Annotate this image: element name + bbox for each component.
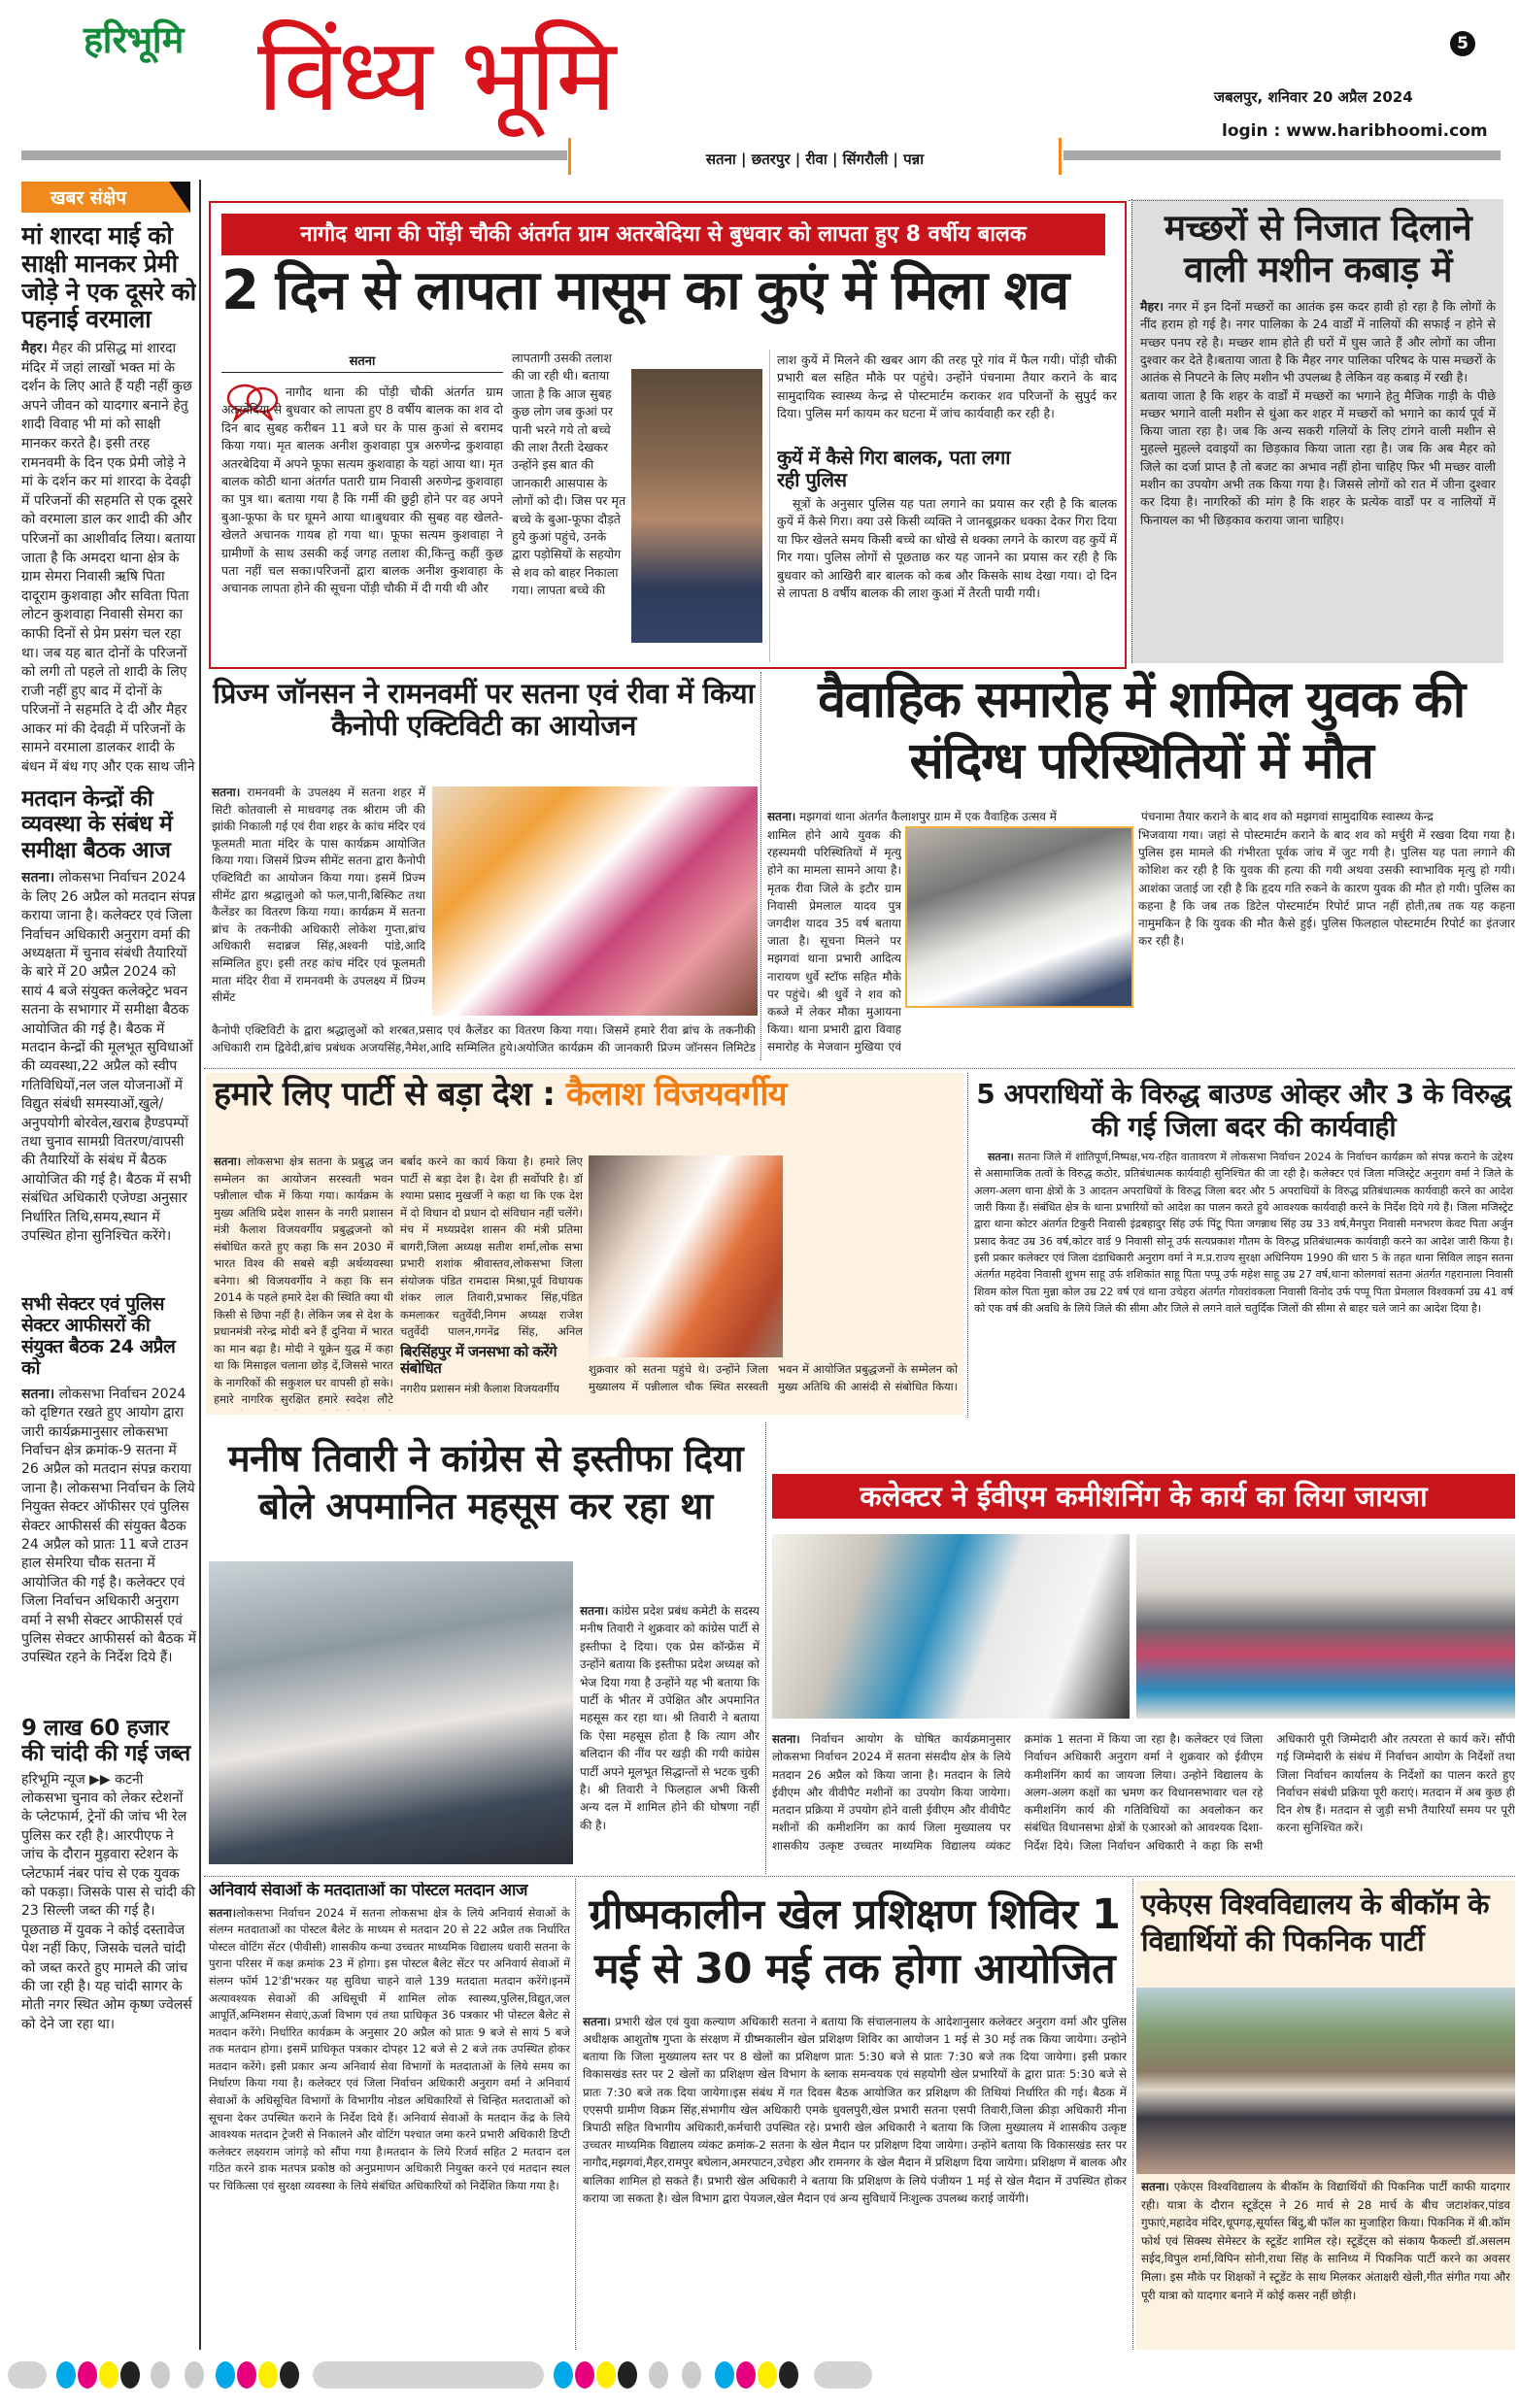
sidebar (21, 182, 196, 2350)
kailash-headline (214, 1076, 962, 1114)
mosquito-story (1138, 208, 1498, 658)
lead-headline: 2 दिन से लापता मासूम का कुएं में मिला शव (221, 259, 1068, 322)
column-rule (760, 672, 761, 1060)
paper-title: विंध्य भूमि (257, 16, 615, 134)
mosquito-text-2: बताया जाता है कि शहर के वार्डों में मच्छरों का भगाने हेतु मैजिक गाड़ी के पीछे मच्छर भगाने वाली मशीन से धुंआ कर शहर में मच्छरों को भगाने का कार्य पूर्व में किया जाता रहा है। जब कि अन्य सकरी गलियों के लिए टांगने वाली मशीन से मुहल्ले मुहल्ले दवाइयों का छिड़काव किया जाता रहा है। जब कि अब मैहर को जिले का दर्जा प्राप्त है तो बजट का अभाव नहीं होना चाहिए फिर भी मच्छर वाली मशीन का उपयोग अभी तक किया गया है। जिससे लोगों को रात में जीना दुश्वार कर दिया है। नागरिकों की मांग है कि शहर के प्रत्येक वार्डों पर व नालियों में फिनायल का भी छिड़काव कराया जाना चाहिए। (1140, 387, 1496, 527)
mosquito-headline: मच्छरों से निजात दिलाने वाली मशीन कबाड़ में (1164, 208, 1472, 290)
column-rule (1132, 1879, 1133, 2350)
press-conference-photo (209, 1561, 573, 1864)
prism-headline: प्रिज्म जॉनसन ने रामनवमीं पर सतना एवं रीवा में किया कैनोपी एक्टिविटी का आयोजन (213, 677, 755, 743)
boundover-body (974, 1149, 1513, 1412)
evm-body (772, 1730, 1515, 1871)
manish-text: कांग्रेस प्रदेश प्रबंध कमेटी के सदस्य मनीष तिवारी ने शुक्रवार को कांग्रेस पार्टी से इस्तीफा दे दिया। एक प्रेस कॉन्फ्रेंस में उन्होंने बताया कि इस्तीफा प्रदेश अध्यक्ष को भेज दिया गया है उन्होंने यह भी बताया कि पार्टी के भीतर में उपेक्षित और अपमानित महसूस कर रहा था। श्री तिवारी ने बताया कि ऐसा महसूस होता है कि त्याग और बलिदान की नींव पर खड़ी की गयी कांग्रेस पार्टी अपने मूलभूत सिद्धान्तों से भटक चुकी है। श्री तिवारी ने फिलहाल अभी किसी अन्य दल में शामिल होने की घोषणा नहीं की है। (580, 1604, 760, 1832)
column-rule (967, 1073, 968, 1418)
header-rule-left (21, 150, 567, 160)
postal-text: लोकसभा निर्वाचन 2024 में सतना लोकसभा क्षेत्र के लिये अनिवार्य सेवाओं के संलग्न मतदाताओं का पोस्टल बैलेट के माध्यम से मतदान 20 से 22 अप्रैल तक निर्धारित पोस्टल वोटिंग सेंटर (पीवीसी) शासकीय कन्या उच्चतर माध्यमिक विद्यालय धवारी सतना के पुराना परिसर में कक्ष क्रमांक 23 में होगा। इस पोस्टल बैलेट सेंटर पर अनिवार्य सेवाओं में संलग्न फॉर्म 12'डी'भरकर यह सुविधा चाहने वाले 139 मतदाता मतदान करेंगे।इनमें अत्यावश्यक सेवाओं की अधिसूची में शामिल लोक स्वास्थ्य,पुलिस,विद्युत,जल आपूर्ति,अग्निशमन सेवाएं,ऊर्जा विभाग एवं तथा प्राधिकृत 36 पत्रकार भी पोस्टल बैलेट से मतदान करेंगे। निर्धारित कार्यक्रम के अनुसार 20 अप्रैल को प्रातः 9 बजे से सायं 5 बजे तक मतदान होगा। इसमें प्राधिकृत पत्रकार दोपहर 12 बजे से 2 बजे तक उपस्थित होकर मतदान करेंगे। इसी प्रकार अन्य अनिवार्य सेवा विभागों के मतदाताओं के लिये समय का निर्धारण किया गया है। कलेक्टर एवं जिला निर्वाचन अधिकारी अनुराग वर्मा ने अनिवार्य सेवाओं के अधिसूचित विभागों के विभागीय नोडल अधिकारियों से चिन्हित मतदाताओं को सूचना देकर उपस्थित कराने के निर्देश दिये हैं। अनिवार्य सेवाओं के मतदान केंद्र के लिये आवश्यक मतदान ट्रेजरी से निकालने और वोटिंग पश्चात जमा करने प्रभारी अधिकारी डिप्टी कलेक्टर लक्ष्यराम जांगड़े को सौंपा गया है।मतदान के लिये रिजर्व सहित 2 मतदान दल गठित करने डाक मतपत्र प्रकोष्ठ को अनुप्रमाणन अधिकारी नियुक्त करने एवं मतदान स्थल पर चिकित्सा एवं सुरक्षा व्यवस्था के लिये संबंधित अधिकारियों को निर्देशित किया गया है। (209, 1905, 570, 2193)
cyan-mark (554, 2361, 573, 2389)
yellow-mark (99, 2361, 118, 2389)
lead-kicker-strap: नागौद थाना की पोंड़ी चौकी अंतर्गत ग्राम अतरबेदिया से बुधवार को लापता हुए 8 वर्षीय बालक (221, 214, 1105, 255)
lead-body-col2: लापतागी उसकी तलाश की जा रही थी। बताया जाता है कि आज सुबह कुछ लोग जब कुआं पर पानी भरने गये तो बच्चे की लाश तैरती देखकर उन्होंने इस बात की जानकारी आसपास के लोगों को दी। जिस पर मृत बच्चे के बुआ-फूफा दौड़ते हुये कुआं पहुंचे, उनके द्वारा पड़ोसियों के सहयोग से शव को बाहर निकाला गया। लापता बच्चे की (512, 351, 626, 598)
black-mark (120, 2361, 140, 2389)
evm-headline-strap: कलेक्टर ने ईवीएम कमीशनिंग के कार्य का लिया जायजा (772, 1474, 1515, 1519)
kailash-subhead: बिरसिंहपुर में जनसभा को करेंगे संबोधित (400, 1343, 557, 1378)
lead-col3 (777, 351, 1117, 662)
postal-body (209, 1905, 570, 2348)
brief-body-3 (21, 1386, 196, 1706)
lead-dateline: सतना (221, 351, 503, 373)
brief-dateline-4: हरिभूमि न्यूज ▶▶ कटनी (21, 1771, 144, 1788)
yellow-mark (758, 2361, 777, 2389)
dateline: सतना। (21, 870, 55, 886)
dateline: मैहर। (1140, 299, 1164, 315)
boundover-story (974, 1078, 1513, 1412)
postal-story (209, 1882, 570, 2348)
kailash-col2 (400, 1154, 583, 1412)
registration-bar (313, 2361, 544, 2389)
lead-body-col1: नागौद थाना की पोंड़ी चौकी अंतर्गत ग्राम अतरबेदिया से बुधवार को लापता हुए 8 वर्षीय बालक का शव दो दिन बाद सुबह करीबन 11 बजे घर के पास कुआं से बरामद किया गया। मृत बालक अनीश कुशवाहा पुत्र अरुणेन्द्र कुशवाहा अतरबेदिया में अपने फूफा सत्यम कुशवाहा के यहां आया था। मृत बालक कोठी थाना अंतर्गत पतारी ग्राम निवासी अरुणेन्द्र कुशवाहा का पुत्र था। बताया गया है कि गर्मी की छुट्टी होने पर वह अपने बुआ-फूफा के घर घूमने आया था।बुधवार की सुबह वह खेलते-खेलते अचानक गायब हो गया था। फूफा सत्यम कुशवाहा ने ग्रामीणों के साथ उसकी कई जगह तलाश की,किन्तु कहीं कुछ पता नहीं चल सका।परिजनों द्वारा बालक अनीश कुशवाहा के अचानक लापता होने की सूचना पोंड़ी चौकी में दी गयी थी और (221, 385, 503, 596)
column-rule (765, 1422, 766, 1874)
gray-mark (649, 2361, 668, 2389)
brief-body-2 (21, 869, 196, 1285)
black-mark (280, 2361, 299, 2389)
boundover-headline: 5 अपराधियों के विरुद्ध बाउण्ड ओव्हर और 3 के विरुद्ध की गई जिला बदर की कार्यवाही (976, 1078, 1511, 1143)
brief-text: मैहर की प्रसिद्ध मां शारदा मंदिर में जहां लाखों भक्त मां के दर्शन के लिए आते हैं यही नहीं कुछ अपने जीवन को यादगार बनाने हेतु शादी विवाह भी मां को साक्षी मानकर करते है। इसी तरह रामनवमी के दिन एक प्रेमी जोड़े ने मां के दर्शन कर मां शारदा के देवढ़ी में परिजनों की सहमति से एक दूसरे को वरमाला डाल कर शादी की और परिजनों का आशीर्वाद लिया। बताया जाता है कि अमदरा थाना क्षेत्र के ग्राम सेमरा निवासी ऋषि पिता दादूराम कुशवाहा और सविता पिता लोटन कुशवाहा निवासी सेमरा का काफी दिनों से प्रेम प्रसंग चल रहा था। जब यह बात दोनों के परिजनों को लगी तो पहले तो शादी के लिए राजी नहीं हुए बाद में दोनों के परिजनों ने सहमति दे दी और मैहर आकर मां की देवढ़ी में परिजनों के सामने वरमाला डालकर शादी के बंधन में बंध गए और एक साथ जीने (21, 341, 196, 776)
evm-text: निर्वाचन आयोग के घोषित कार्यक्रमानुसार लोकसभा निर्वाचन 2024 में सतना संसदीय क्षेत्र के लिये मतदान 26 अप्रैल को किया जाना है। मतदान के लिये ईवीएम और वीवीपैट मशीनों का उपयोग किया जायेगा। मतदान प्रक्रिया में उपयोग होने वाली ईवीएम और वीवीपैट मशीनों की कमीशनिंग का कार्य जिला मुख्यालय पर शासकीय उत्कृष्ट उच्चतर माध्यमिक विद्यालय व्यंकट क्रमांक 1 सतना में किया जा रहा है। कलेक्टर एवं जिला निर्वाचन अधिकारी अनुराग वर्मा ने शुक्रवार को ईवीएम कमीशनिंग कार्य का जायजा लिया। उन्होने विद्यालय के अलग-अलग कक्षों का भ्रमण कर विधानसभावार चल रहे कमीशनिंग कार्य की गतिविधियों का अवलोकन कर संबंधित विधानसभा क्षेत्रों के एआरओ को आवश्यक दिशा-निर्देश दिये। जिला निर्वाचन अधिकारी ने कहा कि सभी अधिकारी पूरी जिम्मेदारी और तत्परता से कार्य करें। सौंपी गई जिम्मेदारी के संबंध में निर्वाचन आयोग के निर्देशों तथा जिला निर्वाचन कार्यालय के निर्देशों का पालन करते हुए निर्वाचन संबंधी प्रक्रिया पूरी कराएं। मतदान में अब कुछ ही दिन शेष हैं। मतदान से जुड़ी सभी तैयारियाँ समय पर पूरी करना सुनिश्चित करें। (772, 1732, 1515, 1853)
header-rule-right (1063, 150, 1501, 160)
dateline: सतना। (772, 1732, 800, 1746)
page-number-badge: 5 (1450, 31, 1475, 56)
aks-body (1141, 2178, 1510, 2348)
section-rule (204, 1876, 1515, 1877)
section-tag-khabar-sankshep (21, 182, 190, 213)
sidebar-divider (199, 180, 201, 2350)
kailash-headline-name: कैलाश विजयवर्गीय (565, 1075, 788, 1114)
brief-headline-1: मां शारदा माई को साक्षी मानकर प्रेमी जोड़े ने एक दूसरे को पहनाई वरमाला (21, 221, 196, 334)
deceased-youth-photo (905, 826, 1133, 1008)
black-mark (618, 2361, 637, 2389)
dateline: सतना। (212, 786, 241, 799)
manish-headline: मनीष तिवारी ने कांग्रेस से इस्तीफा दिया बोले अपमानित महसूस कर रहा था (227, 1437, 744, 1528)
dateline: सतना। (767, 810, 796, 823)
wedding-body-top (767, 808, 1136, 826)
wedding-body-top2: पंचनामा तैयार कराने के बाद शव को मझगवां सामुदायिक स्वास्थ्य केन्द्र (1141, 810, 1434, 823)
sports-text: प्रभारी खेल एवं युवा कल्याण अधिकारी सतना ने बताया कि संचालनालय के आदेशानुसार कलेक्टर अनुराग वर्मा और पुलिस अधीक्षक आशुतोष गुप्ता के संरक्षण में ग्रीष्मकालीन खेल प्रशिक्षण शिविर का आयोजन 1 मई से 30 मई तक किया जायेगा। उन्होने बताया कि जिला मुख्यालय स्तर पर 8 खेलों का प्रशिक्षण प्रातः 5:30 बजे से प्रातः 7:30 बजे तक दिया जायेगा। इसी प्रकार विकासखंड स्तर पर 2 खेलों का प्रशिक्षण खेल विभाग के ब्लाक समन्वयक एवं सहयोगी खेल प्रभारियों के द्वारा प्रातः 5:30 बजे से प्रातः 7:30 बजे तक दिया जायेगा।इस संबंध में गत दिवस बैठक आयोजित कर प्रशिक्षण की तिथियां निर्धारित की गई। बैठक में एएसपी ग्रामीण विक्रम सिंह,संभागीय खेल अधिकारी एमके धुवलपुरी,खेल प्रभारी सतना एसपी तिवारी,जिला क्रीड़ा अधिकारी मीना त्रिपाठी सहित विभागीय अधिकारी,कर्मचारी उपस्थित रहे। प्रभारी खेल अधिकारी ने बताया कि जिला मुख्यालय में शासकीय उत्कृष्ट उच्चतर माध्यमिक विद्यालय व्यंकट क्रमांक-2 सतना के खेल मैदान पर प्रशिक्षण दिया जायेगा। उन्होंने बताया कि विकासखंड स्तर पर नागौद,मझगवां,मैहर,रामपुर बघेलान,अमरपाटन,उचेहरा और रामनगर के खेल मैदान में प्रशिक्षण दिया जायेगा। प्रशिक्षण में बालक और बालिका शामिल हो सकते हैं। प्रभारी खेल अधिकारी ने बताया कि प्रशिक्षण के लिये पंजीयन 1 मई से खेल मैदान में उपस्थित होकर कराया जा सकता है। खेल विभाग द्वारा पेयजल,खेल मैदान एवं अन्य सुविधायें निःशुल्क उपलब्ध कराई जायेंगी। (583, 2014, 1127, 2205)
gray-mark (185, 2361, 204, 2389)
section-tag-label: खबर संक्षेप (51, 187, 127, 209)
aks-headline: एकेएस विश्वविद्यालय के बीकॉम के विद्यार्थियों की पिकनिक पार्टी (1141, 1888, 1490, 1957)
lead-body-col3b: सूत्रों के अनुसार पुलिस यह पता लगाने का प्रयास कर रही है कि बालक कुयें में कैसे गिरा। क्या उसे किसी व्यक्ति ने जानबूझकर धक्का देकर गिरा दिया या फिर खेलते समय किसी बच्चे का धोखे से धक्का लगने के कारण वह कुयें में गिर गया। पुलिस लोगों से पूछताछ कर यह जानने का प्रयास कर रही है कि बुधवार को आखिरी बार बालक को कब और किसके साथ देखा गया। दो दिन से लापता 8 वर्षीय बालक की लाश कुआं में तैरती पायी गयी। (777, 496, 1117, 601)
dateline: सतना। (1141, 2180, 1169, 2193)
picnic-group-photo (1136, 1988, 1515, 2174)
sports-story (583, 1889, 1127, 2350)
gray-mark (151, 2361, 170, 2389)
brief-text: लोकसभा निर्वाचन 2024 को दृष्टिगत रखते हुए आयोग द्वारा जारी कार्यक्रमानुसार लोकसभा निर्वाचन क्षेत्र क्रमांक-9 सतना में 26 अप्रैल को मतदान संपन्न कराया जाना है। लोकसभा निर्वाचन के लिये नियुक्त सेक्टर ऑफीसर एवं पुलिस सेक्टर आफीसर्स की संयुक्त बैठक 24 अप्रैल को प्रातः 11 बजे टाउन हाल सेमरिया चौक सतना में आयोजित की गई है। कलेक्टर एवं जिला निर्वाचन अधिकारी अनुराग वर्मा ने सभी सेक्टर आफीसर्स एवं पुलिस सेक्टर आफीसर्स को बैठक में उपस्थित रहने के निर्देश दिये हैं। (21, 1386, 196, 1666)
cyan-mark (56, 2361, 76, 2389)
website-login[interactable]: login : www.haribhoomi.com (1222, 121, 1488, 141)
column-rule (575, 1879, 576, 2350)
missing-boy-photo (631, 369, 762, 643)
wedding-body-right: भिजवाया गया। जहां से पोस्टमार्टम कराने के बाद शव को मर्चुरी में रखवा दिया गया है। पुलिस इस मामले की गंभीरता पूर्वक जांच में जुट गयी है। पुलिस यह पता लगाने की कोशिश कर रही है कि युवक की हत्या की गयी अथवा उसकी स्वाभाविक मृत्यु हो गयी। आशंका जताई जा रही है कि हृदय गति रुकने के कारण युवक की मौत हो गयी। पुलिस का कहना है कि जब तक डिटेल पोस्टमार्टम रिपोर्ट प्राप्त नहीं होती,तब तक यह कहना नामुमकिन है कि युवक की मौत कैसे हुई। पुलिस फिलहाल पोस्टमार्टम रिपोर्ट का इंतजार कर रही है। (1138, 828, 1515, 949)
registration-bar (8, 2361, 47, 2389)
ramnavami-event-photo (432, 786, 758, 1016)
dateline: सतना। (21, 1386, 55, 1402)
evm-commissioning-photo-1 (772, 1534, 1130, 1719)
lead-body-col3: लाश कुयें में मिलने की खबर आग की तरह पूरे गांव में फैल गयी। पोंड़ी चौकी प्रभारी बल सहित मौके पर पहुंचे। उन्होंने पंचनामा तैयार कराने के बाद सामुदायिक स्वास्थ्य केन्द्र से पोस्टमार्टम कराकर शव परिजनों के सुपुर्द कर दिया। पुलिस मर्ग कायम कर घटना में जांच कार्यवाही कर रही है। (777, 352, 1117, 421)
dateline: सतना। (580, 1604, 609, 1618)
edition-date: जबलपुर, शनिवार 20 अप्रैल 2024 (1214, 88, 1413, 106)
mosquito-body (1138, 298, 1498, 658)
magenta-mark (736, 2361, 756, 2389)
dateline: सतना। (583, 2014, 611, 2028)
registration-bar (814, 2361, 872, 2389)
prism-body (212, 785, 425, 1016)
brand-logo: हरिभूमि (84, 18, 184, 61)
magenta-mark (575, 2361, 594, 2389)
sports-body (583, 2013, 1127, 2350)
evm-commissioning-photo-2 (1136, 1534, 1515, 1719)
gray-mark (682, 2361, 701, 2389)
dateline: सतना। (214, 1154, 242, 1168)
kailash-body-col3: शुक्रवार को सतना पहुंचे थे। उन्होंने जिला मुख्यालय में पन्नीलाल चौक स्थित सरस्वती भवन में आयोजित प्रबुद्धजनों के सम्मेलन को मुख्य अतिथि की आसंदी से संबोधित किया। (589, 1362, 958, 1393)
cities-list: सतना | छतरपुर | रीवा | सिंगरौली | पन्ना (705, 150, 925, 168)
prism-body-wide: कैनोपी एक्टिविटी के द्वारा श्रद्धालुओं को शरबत,प्रसाद एवं कैलेंडर का वितरण किया गया। जिसमें हमारे रीवा ब्रांच के तकनीकी अधिकारी राम द्विवेदी,ब्रांच प्रबंधक अजयसिंह,नैमेश,आदि सम्मिलित हुये।अयोजित कार्यक्रम की जानकारी प्रिज्म जॉनसन लिमिटेड (212, 1023, 756, 1054)
lead-col-rule (769, 350, 770, 662)
kailash-body-col2: बर्बाद करने का कार्य किया है। हमारे लिए पार्टी से बड़ा देश है। देश ही सर्वोपरि है। डॉ श्यामा प्रसाद मुखर्जी ने कहा था कि एक देश में दो विधान दो प्रधान दो संविधान नहीं चलेंगे। मंच में मध्यप्रदेश शासन की मंत्री प्रतिमा बागरी,जिला अध्यक्ष सतीश शर्मा,लोक सभा प्रभारी शशांक श्रीवास्तव,लोकसभा जिला संयोजक पंडित रामदास मिश्रा,पूर्व विधायक शंकर लाल तिवारी,प्रभाकर सिंह,पंडित कमलाकर चतुर्वेदी,निगम अध्यक्ष राजेश चतुर्वेदी पालन,गगनेंद्र सिंह, अनिल (400, 1154, 583, 1338)
black-mark (779, 2361, 798, 2389)
dateline: सतना। (988, 1151, 1014, 1164)
manish-body (580, 1602, 760, 1864)
brief-body-4: लोकसभा चुनाव को लेकर स्टेशनों के प्लेटफार्म, ट्रेनों की जांच भी रेल पुलिस कर रही है। आरपीएफ ने जांच के दौरान मुड़वारा स्टेशन के प्लेटफार्म नंबर पांच से एक युवक को पकड़ा। जिसके पास से चांदी की 23 सिल्ली जब्त की गई है। पूछताछ में युवक ने कोई दस्तावेज पेश नहीं किए, जिसके चलते चांदी को जब्त करते हुए मामले की जांच की जा रही है। यह चांदी सागर के मोती नगर स्थित ओम कृष्ण ज्वेलर्स को देने जा रहा था। (21, 1789, 195, 2032)
kailash-vijayvargiya-photo (589, 1155, 783, 1357)
yellow-mark (596, 2361, 616, 2389)
kailash-text-1: लोकसभा क्षेत्र सतना के प्रबुद्ध जन सम्मेलन का आयोजन सरस्वती भवन पन्नीलाल चौक में किया गया। कार्यक्रम के मुख्य अतिथि प्रदेश शासन के नगरी प्रशासन मंत्री कैलाश विजयवर्गीय प्रबुद्धजनो को संबोधित करते हुए कहा कि सन 2030 में भारत विश्व की सबसे बड़ी अर्थव्यवस्था बनेगा। श्री विजयवर्गीय ने कहा कि सन 2014 के पहले हमारे देश की स्थिति क्या थी किसी से छिपा नहीं है। लेकिन जब से देश के प्रधानमंत्री नरेन्द्र मोदी बने हैं दुनिया में भारत का मान बढ़ा है। मोदी ने यूक्रेन युद्ध में कहा था कि मिसाइल चलाना छोड़ दें,जिससे भारत के नागरिकों की सकुशल घर वापसी हो सके। हमारे नागरिक सुरक्षित हमारे स्वदेश लौटे (214, 1154, 393, 1406)
brief-headline-4: 9 लाख 60 हजार की चांदी की गई जब्त (21, 1715, 190, 1767)
dateline: मैहर। (21, 341, 48, 356)
boundover-text: सतना जिले में शांतिपूर्ण,निष्पक्ष,भय-रहित वातावरण में लोकसभा निर्वाचन 2024 के निर्वाचन कार्यक्रम को संपन्न कराने के उद्देश्य से असामाजिक तत्वों के विरुद्ध कठोर, प्रतिबंधात्मक कार्यवाही सुनिश्चित की जा रही है। कलेक्टर एवं जिला मजिस्ट्रेट अनुराग वर्मा ने जिले के अलग-अलग थाना क्षेत्रों के 3 आदतन अपराधियों के विरुद्ध जिला बदर और 5 अपराधियों के विरुद्ध प्रतिबंधात्मक कार्यवाही करने का आदेश जारी किया हैं। संबंधित क्षेत्र के थाना प्रभारियों को आदेश का पालन करते हुये आवश्यक कार्यवाही करने के निर्देश दिये गये हैं। जिला मजिस्ट्रेट द्वारा थाना कोटर अंतर्गत टिकुरी निवासी इंद्रबहादुर सिंह उर्फ पिंटू पिता जगन्नाथ सिंह उम्र 33 वर्ष,मैनपुरा निवासी मनभरण केवट पिता अर्जुन प्रसाद केवट उम्र 36 वर्ष,कोटर वार्ड 9 निवासी सोनू उर्फ सत्यप्रकाश गौतम के विरुद्ध प्रतिबंधात्मक कार्यवाही करने का आदेश जारी किया है। इसी प्रकार कलेक्टर एवं जिला दंडाधिकारी अनुराग वर्मा ने म.प्र.राज्य सुरक्षा अधिनियम 1990 की धारा 5 के तहत थाना सिविल लाइन सतना अंतर्गत महदेवा निवासी शुभम साहू उर्फ शशिकांत साहू पिता पप्पू उर्फ महेश साहू उम्र 27 वर्ष,थाना कोलगवां सतना अंतर्गत गहरानाला निवासी शिवम कोल पिता मुन्ना कोल उम्र 22 वर्ष एवं थाना उचेहरा अंतर्गत गोवरांवकला निवासी विनोद उर्फ पप्पू पिता प्रेमलाल विश्वकर्मा उम्र 41 वर्ष को एक वर्ष की अवधि के लिये जिले की सीमा और जिले से लगने वाले चतुर्दिक जिलों की सीमा से बाहर चले जाने का आदेश दिया है। (974, 1151, 1513, 1315)
kailash-body-col2b: नगरीय प्रशासन मंत्री कैलाश विजयवर्गीय (400, 1381, 560, 1395)
brief-text: लोकसभा निर्वाचन 2024 के लिए 26 अप्रैल को मतदान संपन्न कराया जाना है। कलेक्टर एवं जिला निर्वाचन अधिकारी अनुराग वर्मा की अध्यक्षता में चुनाव संबंधी तैयारियों के बारे में 20 अप्रैल 2024 को सायं 4 बजे संयुक्त कलेक्ट्रेट भवन सतना के सभागार में समीक्षा बैठक आयोजित की गई है। बैठक में मतदान केन्द्रों की मूलभूत सुविधाओं की व्यवस्था,22 अप्रैल को स्वीप गतिविधियों,नल जल योजनाओं में विद्युत संबंधी समस्याओं,खुले/अनुपयोगी बोरवेल,खराब हैण्डपम्पों तथा चुनाव सामग्री वितरण/वापसी की तैयारियों के संबंध में बैठक आयोजित की गई है। बैठक में सभी संबंधित अधिकारी एजेण्डा अनुसार निर्धारित तिथि,समय,स्थान में उपस्थित होना सुनिश्चित करेंगे। (21, 870, 196, 1245)
wedding-headline: वैवाहिक समारोह में शामिल युवक की संदिग्ध परिस्थितियों में मौत (818, 671, 1465, 791)
section-rule (204, 1068, 1515, 1069)
dateline: सतना। (209, 1905, 237, 1920)
wedding-body-left: शामिल होने आये युवक की रहस्यमयी परिस्थितियों में मृत्यु होने का मामला सामने आया है। मृतक रीवा जिले के इटौर ग्राम निवासी प्रेमलाल यादव पुत्र जगदीश यादव 35 वर्ष बताया जाता है। सूचना मिलने पर मझगवां थाना प्रभारी आदित्य नारायण धुर्वे स्टॉफ सहित मौके पर पहुंचे। श्री धुर्वे ने शव को कब्जे में लेकर मौका मुआयना किया। थाना प्रभारी द्वारा विवाह समारोह के मेजवान मुखिया एवं (767, 828, 901, 1054)
cyan-mark (216, 2361, 235, 2389)
kailash-headline-main: हमारे लिए पार्टी से बड़ा देश : (214, 1075, 556, 1114)
mosquito-text: नगर में इन दिनों मच्छरों का आतंक इस कदर हावी हो रहा है कि लोगों के नींद हराम हो गई है। नगर पालिका के 24 वार्डों में नालियों की सफाई न होने से मच्छर पनप रहे है। मच्छर शाम होते ही घरों में घुस जाते हैं और लोगों का जीना दुश्वार कर देते है।बताया जाता है कि मैहर नगर पालिका परिषद के पास मच्छरों के आतंक से निपटने के लिए मशीन भी उपलब्ध है लेकिन वह कबाड़ में रखी है। (1140, 299, 1496, 385)
wedding-text-top: मझगवां थाना अंतर्गत कैलाशपुर ग्राम में एक वैवाहिक उत्सव में (799, 810, 1057, 823)
aks-text: एकेएस विश्वविद्यालय के बीकॉम के विद्यार्थियों की पिकनिक पार्टी काफी यादगार रही। यात्रा के दौरान स्टूडेंट्स ने 26 मार्च से 28 मार्च के बीच जटाशंकर,पांडव गुफाएं,महादेव मंदिर,धूपगढ़,सूर्यास्त बिंदु,बी फॉल का मुजाहिरा किया। पिकनिक में बी.कॉम फोर्थ एवं सिक्स्थ सेमेस्टर के स्टूडेंट शामिल रहे। स्टूडेंट्स को संकाय फैकल्टी डॉ.असलम सईद,विपुल शर्मा,विपिन सोनी,राधा सिंह के सानिध्य में पिकनिक पार्टी करने का अवसर मिला। इस मौके पर शिक्षकों ने स्टूडेंट के साथ मिलकर अंताक्षरी खेली,गीत संगीत गया और पूरी यात्रा को यादगार बनाने में कोई कसर नहीं छोड़ी। (1141, 2180, 1510, 2302)
kailash-body-col1 (214, 1154, 393, 1411)
magenta-mark (237, 2361, 256, 2389)
tag-corner-icon (169, 182, 190, 213)
lead-subhead: कुयें में कैसे गिरा बालक, पता लगा रही पुलिस (777, 446, 1010, 491)
brief-body-1 (21, 340, 196, 777)
postal-headline: अनिवार्य सेवाओं के मतदाताओं का पोस्टल मतदान आज (209, 1882, 527, 1900)
brief-headline-3: सभी सेक्टर एवं पुलिस सेक्टर आफीसरों की संयुक्त बैठक 24 अप्रैल को (21, 1293, 176, 1379)
magenta-mark (78, 2361, 97, 2389)
cyan-mark (715, 2361, 734, 2389)
sports-headline: ग्रीष्मकालीन खेल प्रशिक्षण शिविर 1 मई से 30 मई तक होगा आयोजित (589, 1890, 1121, 1993)
brief-headline-2: मतदान केन्द्रों की व्यवस्था के संबंध में समीक्षा बैठक आज (21, 786, 173, 863)
dotted-arrow-rule (1129, 200, 1468, 201)
yellow-mark (258, 2361, 278, 2389)
prism-text: रामनवमी के उपलक्ष्य में सतना शहर में सिटी कोतवाली से माधवगढ़ तक श्रीराम जी की झांकी निकाली गई एवं रीवा शहर के कांच मंदिर एवं फूलमती माता मंदिर के पास कार्यक्रम आयोजित किया गया। जिसमें प्रिज्म सीमेंट सतना द्वारा कैनोपी एक्टिविटी का आयोजन किया गया। इसमें प्रिज्म सीमेंट द्वारा श्रद्धालुओ को फल,पानी,बिस्किट तथा कैलेंडर का वितरण किया गया। कार्यक्रम में सतना ब्रांच के तकनीकी अधिकारी लोकेश गुप्ता,ब्रांच अधिकारी सदाब्रज सिंह,अश्वनी पांडे,आदि सम्मिलित हुए। इसी तरह कांच मंदिर एवं फूलमती माता मंदिर रीवा में रामनवमी के उपलक्ष्य में प्रिज्म सीमेंट (212, 786, 425, 1005)
